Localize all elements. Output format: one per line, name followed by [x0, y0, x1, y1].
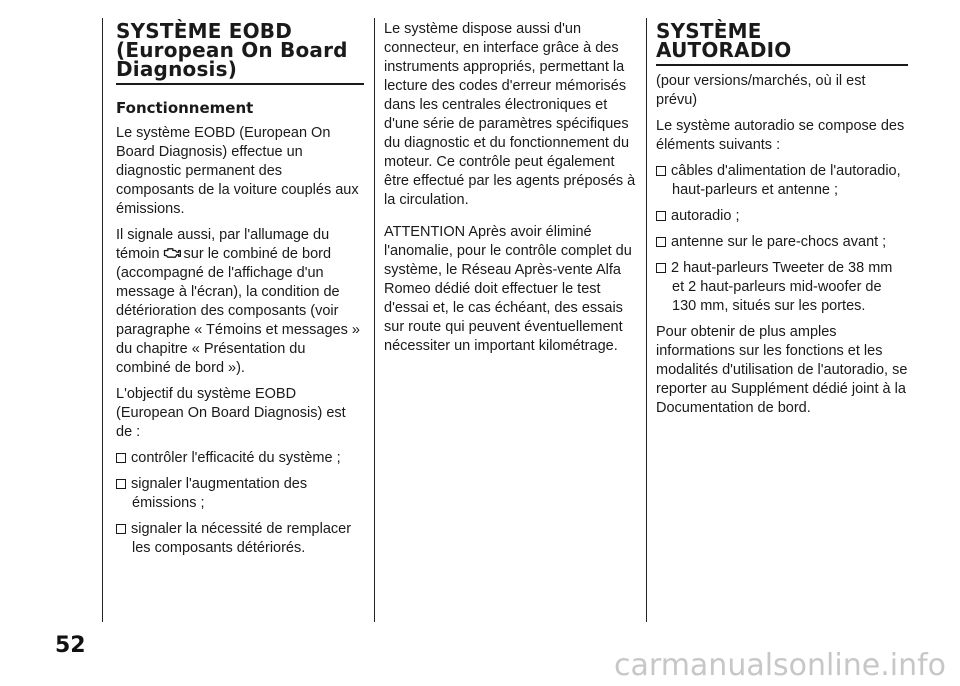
engine-warning-icon	[162, 246, 182, 260]
heading-line: SYSTÈME	[656, 19, 762, 43]
list-item: contrôler l'efficacité du système ;	[116, 449, 364, 468]
bullet-box-icon	[656, 263, 666, 273]
paragraph: Le système dispose aussi d'un connecteur, en interface grâce à des instruments appropriés, permettant la lecture des codes d'erreur mémorisés dans les centrales électroniques et d'une série de paramètres spécifiques du diagnostic et du fonctionnement du moteur. Ce contrôle peut également être effectué par les agents préposés à la circulation.	[384, 21, 636, 208]
column-eobd	[116, 19, 364, 565]
paragraph: Le système EOBD (European On Board Diagnosis) effectue un diagnostic permanent des composants de la voiture couplés aux émissions.	[116, 125, 359, 217]
paragraph: Pour obtenir de plus amples informations sur les fonctions et les modalités d'utilisation de l'autoradio, se reporter au Supplément dédié joint à la Documentation de bord.	[656, 324, 908, 416]
watermark: carmanualsonline.info	[614, 648, 946, 683]
column-divider	[646, 18, 647, 622]
chapter-side-title	[40, 18, 100, 418]
section-heading-eobd: SYSTÈME EOBD (European On Board Diagnosis)	[116, 22, 364, 85]
subheading-fonctionnement: Fonctionnement	[116, 99, 254, 117]
paragraph: Le système autoradio se compose des éléments suivants :	[656, 118, 905, 153]
bullet-box-icon	[656, 166, 666, 176]
bullet-box-icon	[116, 479, 126, 489]
paragraph-text: sur le combiné de bord (accompagné de l'affichage d'un message à l'écran), la condition de détérioration des composants (voir paragraphe « Témoins et messages » du chapitre « Présentation du combiné de bord »).	[116, 246, 360, 376]
column-divider	[102, 18, 103, 622]
column-divider	[374, 18, 375, 622]
paragraph-attention: ATTENTION Après avoir éliminé l'anomalie, pour le contrôle complet du système, le Réseau Après-vente Alfa Romeo dédié doit effectuer le test d'essai et, le cas échéant, des essais sur route qui peuvent éventuellement nécessiter un important kilométrage.	[384, 224, 632, 354]
heading-line: AUTORADIO	[656, 38, 792, 62]
column-connector	[384, 20, 638, 363]
paragraph: L'objectif du système EOBD (European On Board Diagnosis) est de :	[116, 386, 346, 440]
list-item: 2 haut-parleurs Tweeter de 38 mm et 2 haut-parleurs mid-woofer de 130 mm, situés sur les portes.	[656, 259, 908, 316]
page-number: 52	[55, 633, 86, 658]
bullet-box-icon	[116, 453, 126, 463]
list-item: signaler la nécessité de remplacer les composants détériorés.	[116, 520, 364, 558]
list-item: autoradio ;	[656, 207, 908, 226]
versions-note: (pour versions/marchés, où il est prévu)	[656, 73, 866, 108]
bullet-box-icon	[656, 211, 666, 221]
list-item: câbles d'alimentation de l'autoradio, haut-parleurs et antenne ;	[656, 162, 908, 200]
list-item: antenne sur le pare-chocs avant ;	[656, 233, 908, 252]
bullet-box-icon	[656, 237, 666, 247]
section-heading-autoradio	[656, 19, 908, 66]
column-autoradio	[656, 19, 908, 425]
list-item: signaler l'augmentation des émissions ;	[116, 475, 364, 513]
bullet-box-icon	[116, 524, 126, 534]
paragraph-text: Il signale aussi, par l'allumage du témoin	[116, 227, 330, 262]
paragraph-warning-light	[116, 226, 364, 378]
